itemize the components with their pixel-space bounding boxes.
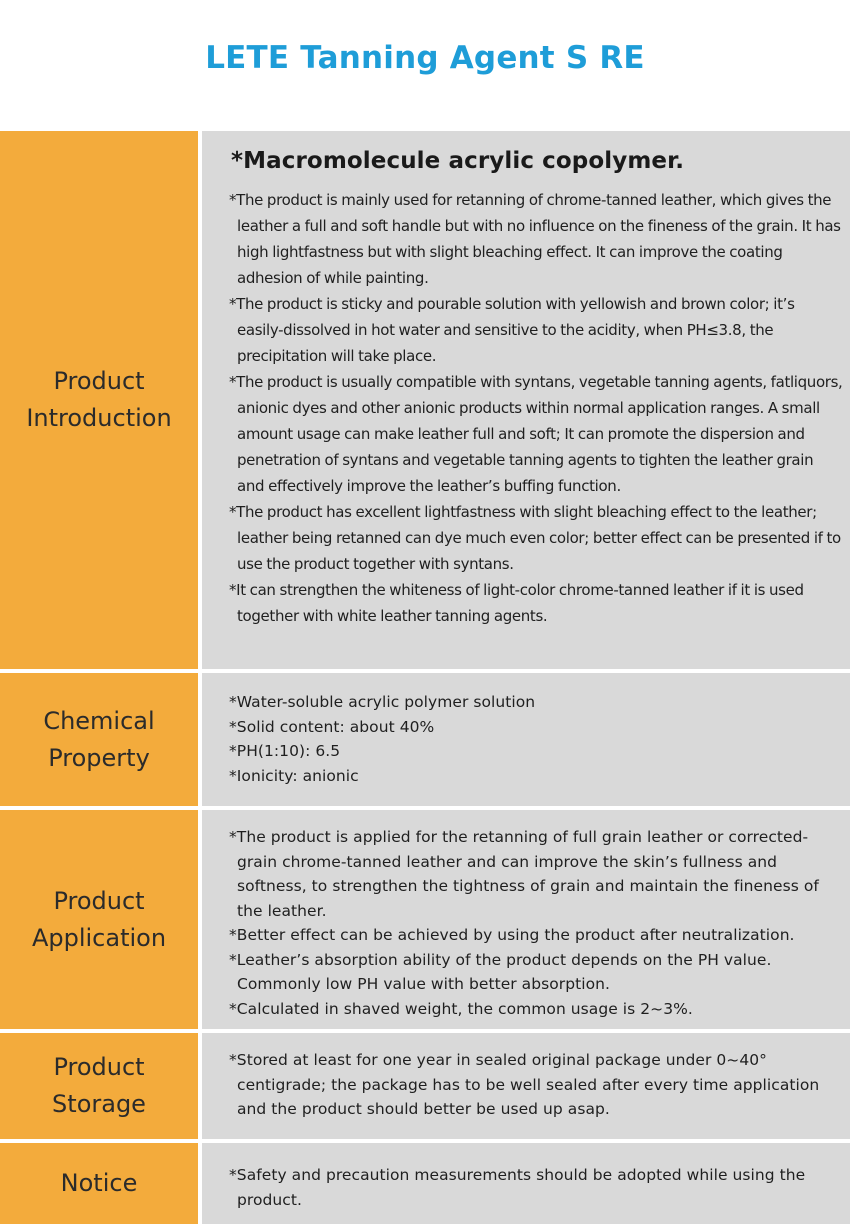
- section-heading: *Macromolecule acrylic copolymer.: [231, 148, 685, 174]
- page-title: LETE Tanning Agent S RE: [205, 40, 645, 76]
- paragraph: *The product has excellent lightfastness with slight bleaching effect to the leather; leather being retanned can dye much even color; better effect can be presented if to use the product together with syntans.: [229, 503, 841, 573]
- paragraph: *Stored at least for one year in sealed original package under 0~40° centigrade; the package has to be well sealed after every time application and the product should better be used up asap.: [229, 1051, 820, 1118]
- paragraph: *Safety and precaution measurements should be adopted while using the product.: [229, 1166, 806, 1209]
- paragraph: *Ionicity: anionic: [229, 766, 359, 785]
- paragraph: *The product is applied for the retanning of full grain leather or corrected-grain chrome-tanned leather and can improve the skin’s fullness and softness, to strengthen the tightness of grain and maintain the fineness of the leather.: [229, 828, 819, 920]
- section-chemical-property: [0, 673, 850, 806]
- paragraph: *Better effect can be achieved by using the product after neutralization.: [229, 926, 795, 944]
- section-content: [202, 1143, 850, 1224]
- section-label: Product Storage: [0, 1033, 198, 1139]
- paragraph: *PH(1:10): 6.5: [229, 742, 341, 760]
- paragraph: *Calculated in shaved weight, the common usage is 2~3%.: [229, 999, 693, 1018]
- paragraph: *The product is mainly used for retanning of chrome-tanned leather, which gives the leather a full and soft handle but with no influence on the fineness of the grain. It has high lightfastness but with slight bleaching effect. It can improve the coating adhesion of while painting.: [229, 191, 841, 287]
- paragraph: *It can strengthen the whiteness of light-color chrome-tanned leather if it is used together with white leather tanning agents.: [229, 581, 804, 625]
- section-label: Product Application: [0, 810, 198, 1029]
- paragraph: *Solid content: about 40%: [229, 717, 435, 736]
- paragraph-list: [229, 1163, 844, 1212]
- section-content: [202, 673, 850, 806]
- section-content: [202, 1033, 850, 1139]
- paragraph: *The product is sticky and pourable solution with yellowish and brown color; it’s easily-dissolved in hot water and sensitive to the acidity, when PH≤3.8, the precipitation will take place.: [229, 295, 795, 365]
- section-label: Chemical Property: [0, 673, 198, 806]
- section-product-introduction: [0, 131, 850, 669]
- paragraph: *The product is usually compatible with syntans, vegetable tanning agents, fatliquors, anionic dyes and other anionic products within normal application ranges. A small amount usage can make leather full and soft; It can promote the dispersion and penetration of syntans and vegetable tanning agents to tighten the leather grain and effectively improve the leather’s buffing function.: [229, 373, 843, 495]
- section-content: [202, 131, 850, 669]
- section-content: [202, 810, 850, 1029]
- section-product-application: [0, 810, 850, 1029]
- section-notice: [0, 1143, 850, 1224]
- paragraph-list: [229, 825, 844, 1021]
- paragraph: *Water-soluble acrylic polymer solution: [229, 693, 536, 711]
- section-label: Notice: [0, 1143, 198, 1224]
- paragraph-list: [229, 690, 844, 788]
- paragraph-list: [229, 187, 844, 629]
- section-label: Product Introduction: [0, 131, 198, 669]
- section-product-storage: [0, 1033, 850, 1139]
- paragraph: *Leather’s absorption ability of the product depends on the PH value. Commonly low PH value with better absorption.: [229, 950, 772, 993]
- paragraph-list: [229, 1048, 844, 1122]
